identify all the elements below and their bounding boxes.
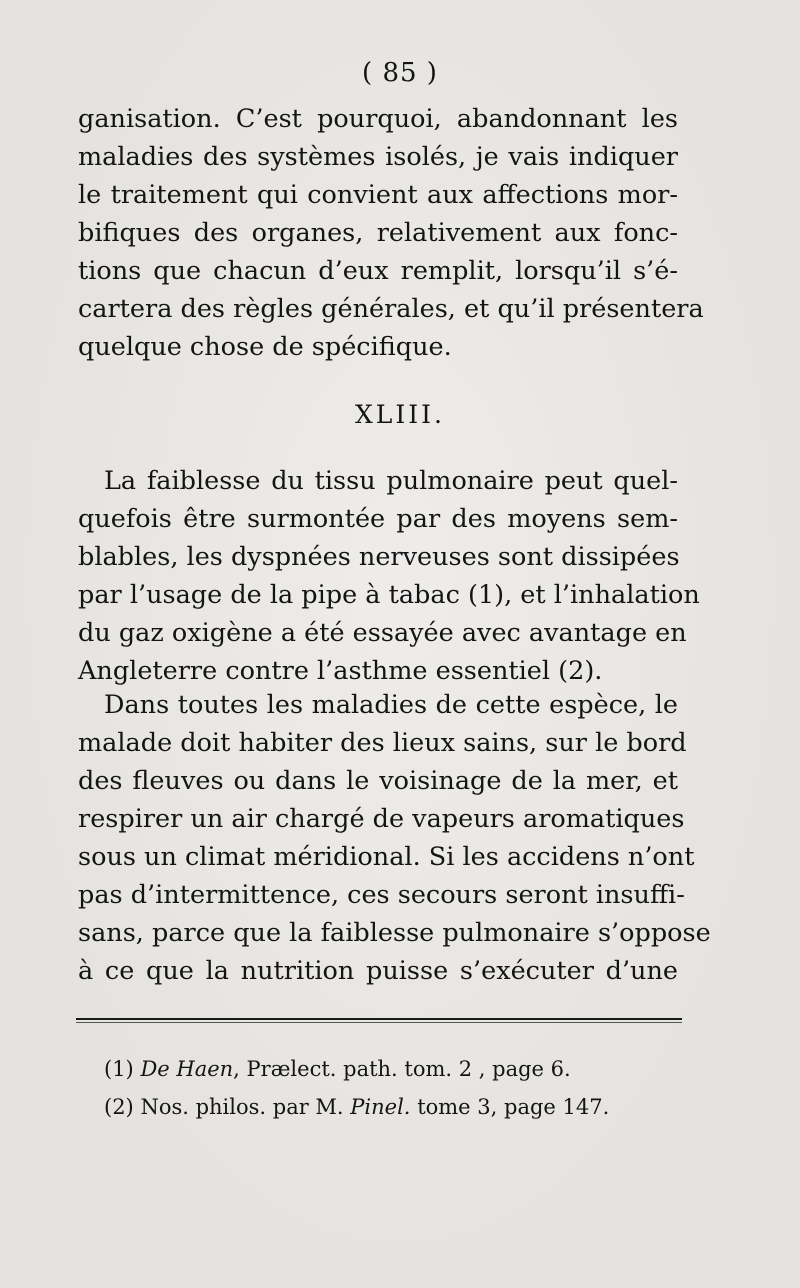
text-line: quelque chose de spécifique. (78, 332, 452, 362)
footnote-author: De Haen (140, 1057, 234, 1081)
text-line: sans, parce que la faiblesse pulmonaire s’oppose (78, 918, 711, 948)
text-line: Angleterre contre l’asthme essentiel (2). (78, 656, 603, 686)
text-line: à ce que la nutrition puisse s’exécuter d’une (78, 956, 678, 986)
text-line: du gaz oxigène a été essayée avec avantage en (78, 618, 687, 648)
footnote-text: tome 3, page 147. (417, 1095, 610, 1119)
footnote-text: Nos. philos. par M. (140, 1095, 344, 1119)
footnote-marker: (1) (104, 1057, 134, 1081)
page-number: ( 85 ) (362, 58, 438, 88)
text-line: tions que chacun d’eux remplit, lorsqu’il s’é- (78, 256, 678, 286)
footnote-1 (104, 1050, 664, 1088)
text-line: malade doit habiter des lieux sains, sur le bord (78, 728, 687, 758)
footnote-2 (104, 1088, 664, 1126)
footnote-text: , Prælect. path. tom. 2 , page 6. (233, 1057, 571, 1081)
text-line: bifiques des organes, relativement aux fonc- (78, 218, 678, 248)
footnote-marker: (2) (104, 1095, 134, 1119)
text-line: ganisation. C’est pourquoi, abandonnant les (78, 104, 678, 134)
footnote-rule-thin (76, 1022, 682, 1023)
paragraph-2 (78, 462, 700, 690)
text-line: pas d’intermittence, ces secours seront insuffi- (78, 880, 685, 910)
paragraph-continued (78, 100, 704, 366)
text-line: des fleuves ou dans le voisinage de la mer, et (78, 766, 678, 796)
paragraph-3 (78, 686, 711, 990)
text-line: cartera des règles générales, et qu’il présentera (78, 294, 704, 324)
text-line: maladies des systèmes isolés, je vais indiquer (78, 142, 678, 172)
section-heading: XLIII. (355, 400, 445, 429)
text-line: quefois être surmontée par des moyens sem- (78, 504, 678, 534)
footnotes (104, 1050, 664, 1126)
text-line: par l’usage de la pipe à tabac (1), et l’inhalation (78, 580, 700, 610)
text-line: sous un climat méridional. Si les accidens n’ont (78, 842, 695, 872)
text-line: La faiblesse du tissu pulmonaire peut quel- (104, 466, 678, 496)
text-line: blables, les dyspnées nerveuses sont dissipées (78, 542, 680, 572)
footnote-author: Pinel. (350, 1095, 411, 1119)
text-line: Dans toutes les maladies de cette espèce, le (104, 690, 678, 720)
text-line: respirer un air chargé de vapeurs aromatiques (78, 804, 685, 834)
footnote-rule (76, 1018, 682, 1020)
text-line: le traitement qui convient aux affections mor- (78, 180, 678, 210)
